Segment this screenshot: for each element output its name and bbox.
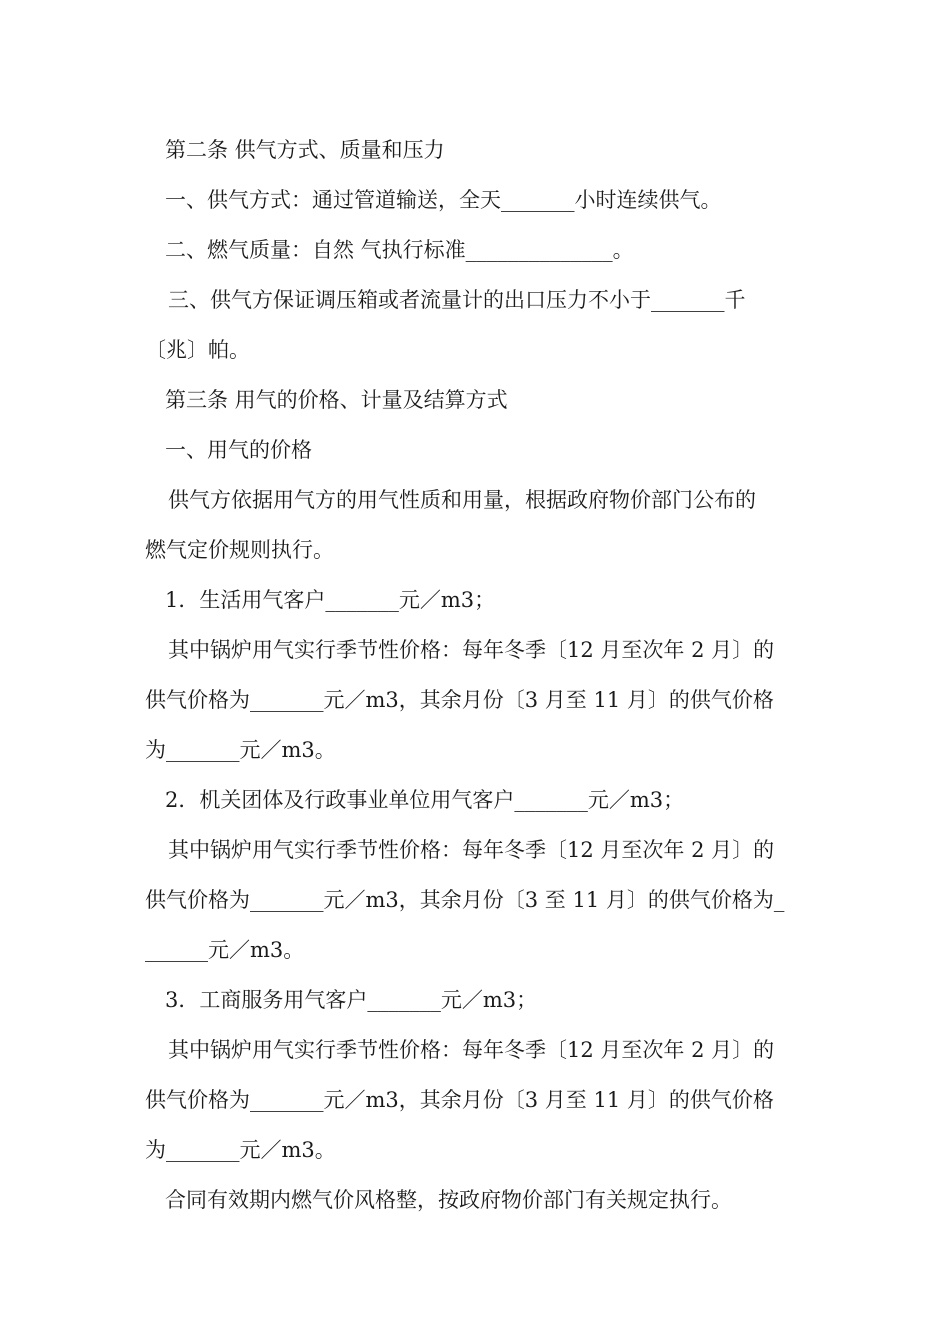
text-line: 合同有效期内燃气价风格整，按政府物价部门有关规定执行。 [165,1188,732,1212]
text-line: 〔兆〕帕。 [145,338,250,362]
text-line: 为_______元／m3。 [145,738,336,762]
article-3-heading: 第三条 用气的价格、计量及结算方式 [165,388,508,412]
text-line: ______元／m3。 [145,938,305,962]
text-line: 燃气定价规则执行。 [145,538,334,562]
article-2-heading: 第二条 供气方式、质量和压力 [165,138,445,162]
text-line: 其中锅炉用气实行季节性价格：每年冬季〔12 月至次年 2 月〕的 [168,1038,775,1062]
text-line: 二、燃气质量：自然 气执行标准______________。 [165,238,634,262]
section-heading: 一、用气的价格 [165,438,312,462]
text-line: 2．机关团体及行政事业单位用气客户_______元／m3； [165,788,685,812]
text-line: 供气方依据用气方的用气性质和用量，根据政府物价部门公布的 [168,488,756,512]
text-line: 三、供气方保证调压箱或者流量计的出口压力不小于_______千 [168,288,746,312]
text-line: 其中锅炉用气实行季节性价格：每年冬季〔12 月至次年 2 月〕的 [168,838,775,862]
text-line: 供气价格为_______元／m3，其余月份〔3 月至 11 月〕的供气价格 [145,1088,774,1112]
text-line: 供气价格为_______元／m3，其余月份〔3 月至 11 月〕的供气价格 [145,688,774,712]
text-line: 一、供气方式：通过管道输送，全天_______小时连续供气。 [165,188,722,212]
text-line: 1．生活用气客户_______元／m3； [165,588,496,612]
text-line: 其中锅炉用气实行季节性价格：每年冬季〔12 月至次年 2 月〕的 [168,638,775,662]
text-line: 供气价格为_______元／m3，其余月份〔3 至 11 月〕的供气价格为_ [145,888,785,912]
text-line: 3．工商服务用气客户_______元／m3； [165,988,538,1012]
text-line: 为_______元／m3。 [145,1138,336,1162]
